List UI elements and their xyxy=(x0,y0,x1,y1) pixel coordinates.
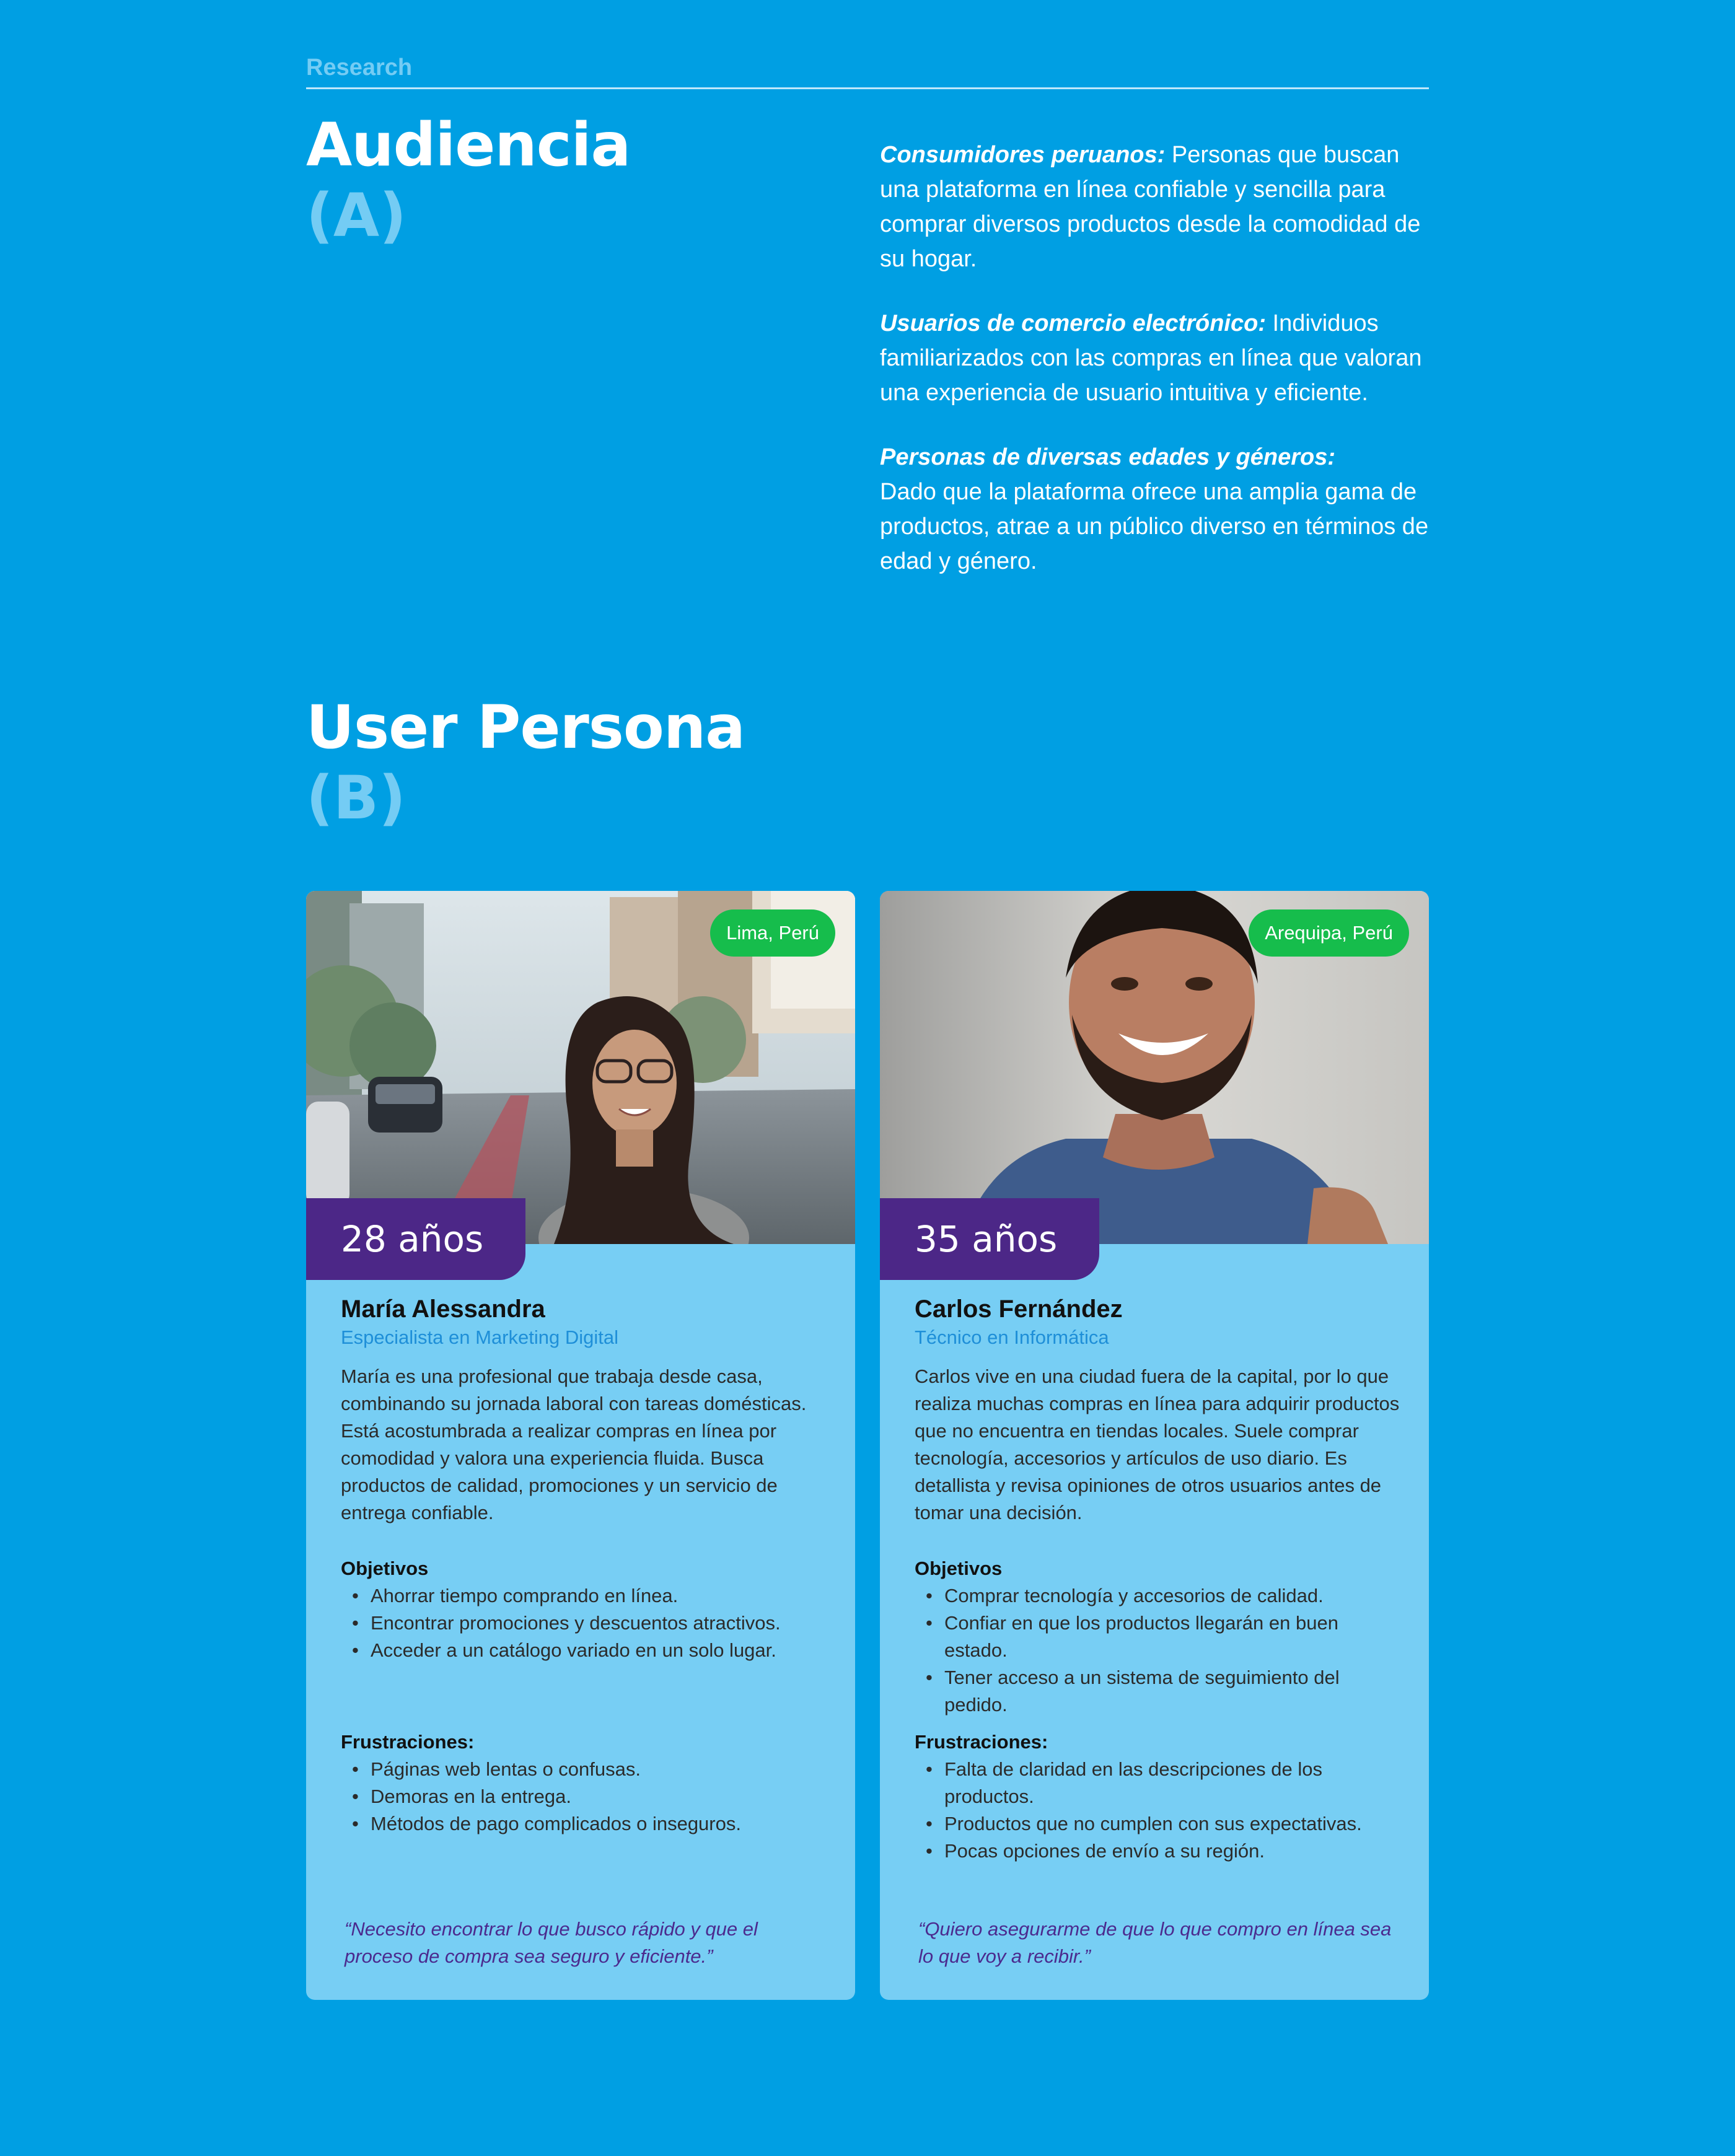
audience-list xyxy=(880,138,1431,608)
goals-list xyxy=(341,1582,830,1664)
frustrations-list xyxy=(915,1756,1404,1865)
frustrations-heading: Frustraciones: xyxy=(915,1731,1048,1753)
section-label: Research xyxy=(306,55,413,81)
audience-subtitle: (A) xyxy=(306,181,407,250)
audience-item-text: Dado que la plataforma ofrece una amplia gama de productos, atrae a un público diverso en términos de edad y género. xyxy=(880,479,1429,574)
frustration-item: • Páginas web lentas o confusas. xyxy=(371,1756,830,1783)
audience-item-label: Consumidores peruanos: xyxy=(880,142,1166,168)
goal-item: • Tener acceso a un sistema de seguimiento del pedido. xyxy=(944,1664,1404,1719)
goal-item: • Ahorrar tiempo comprando en línea. xyxy=(371,1582,830,1610)
persona-body xyxy=(341,1294,830,1838)
persona-quote: “Quiero asegurarme de que lo que compro en línea sea lo que voy a recibir.” xyxy=(918,1918,1392,1967)
section-divider xyxy=(306,87,1429,89)
audience-item xyxy=(880,306,1431,410)
frustrations-heading: Frustraciones: xyxy=(341,1731,475,1753)
persona-card-maria xyxy=(306,891,855,2000)
goal-item: • Confiar en que los productos llegarán en buen estado. xyxy=(944,1610,1404,1664)
age-tab: 28 años xyxy=(306,1198,525,1280)
location-badge: Arequipa, Perú xyxy=(1249,909,1409,957)
frustration-item: • Métodos de pago complicados o inseguros. xyxy=(371,1810,830,1838)
persona-role: Técnico en Informática xyxy=(915,1326,1109,1348)
persona-name: Carlos Fernández xyxy=(915,1295,1123,1323)
goal-item: • Comprar tecnología y accesorios de calidad. xyxy=(944,1582,1404,1610)
frustration-item: • Falta de claridad en las descripciones de los productos. xyxy=(944,1756,1404,1810)
persona-bio: María es una profesional que trabaja desde casa, combinando su jornada laboral con tareas domésticas. Está acostumbrada a realizar compras en línea por comodidad y valora una experiencia fluida. Busca productos de calidad, promociones y un servicio de entrega confiable. xyxy=(341,1365,807,1523)
goals-heading: Objetivos xyxy=(341,1558,429,1579)
location-badge: Lima, Perú xyxy=(710,909,835,957)
frustration-item: • Productos que no cumplen con sus expectativas. xyxy=(944,1810,1404,1838)
goals-heading: Objetivos xyxy=(915,1558,1003,1579)
audience-item-text: Personas que buscan una plataforma en línea confiable y sencilla para comprar diversos productos desde la comodidad de su hogar. xyxy=(880,142,1421,272)
persona-title: User Persona xyxy=(306,693,745,762)
persona-quote: “Necesito encontrar lo que busco rápido y que el proceso de compra sea seguro y eficiente.” xyxy=(345,1918,758,1967)
goals-list xyxy=(915,1582,1404,1719)
audience-item-label: Personas de diversas edades y géneros: xyxy=(880,444,1336,470)
persona-subtitle: (B) xyxy=(306,763,406,833)
frustration-item: • Pocas opciones de envío a su región. xyxy=(944,1838,1404,1865)
audience-title: Audiencia xyxy=(306,110,631,180)
frustration-item: • Demoras en la entrega. xyxy=(371,1783,830,1810)
persona-body xyxy=(915,1294,1404,1865)
persona-bio: Carlos vive en una ciudad fuera de la capital, por lo que realiza muchas compras en línea para adquirir productos que no encuentra en tiendas locales. Suele comprar tecnología, accesorios y artículos de uso diario. Es detallista y revisa opiniones de otros usuarios antes de tomar una decisión. xyxy=(915,1365,1400,1523)
persona-name: María Alessandra xyxy=(341,1295,545,1323)
persona-card-carlos xyxy=(880,891,1429,2000)
audience-item xyxy=(880,138,1431,276)
goal-item: • Encontrar promociones y descuentos atractivos. xyxy=(371,1610,830,1637)
goal-item: • Acceder a un catálogo variado en un solo lugar. xyxy=(371,1637,830,1664)
age-tab: 35 años xyxy=(880,1198,1099,1280)
audience-item-label: Usuarios de comercio electrónico: xyxy=(880,310,1266,336)
audience-item-text: Individuos familiarizados con las compras en línea que valoran una experiencia de usuario intuitiva y eficiente. xyxy=(880,310,1422,406)
audience-item xyxy=(880,440,1431,579)
persona-role: Especialista en Marketing Digital xyxy=(341,1326,618,1348)
frustrations-list xyxy=(341,1756,830,1838)
